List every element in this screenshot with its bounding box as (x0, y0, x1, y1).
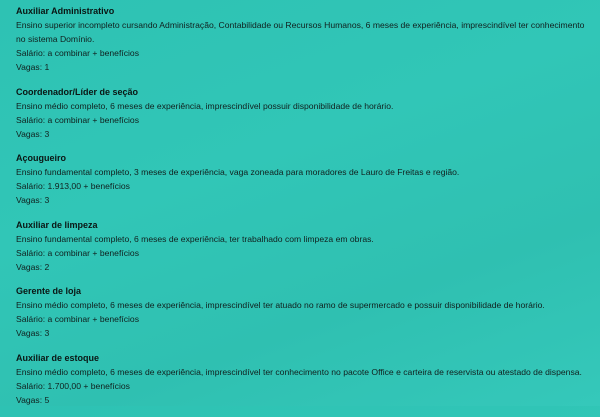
job-description: Ensino médio completo, 6 meses de experiência, imprescindível ter atuado no ramo de supermercado e possuir disponibilidade de horário. (16, 300, 545, 310)
job-vacancies: Vagas: 2 (16, 261, 50, 272)
job-description: Ensino médio completo, 6 meses de experiência, imprescindível possuir disponibilidade de horário. (16, 100, 394, 111)
job-listing-auxiliar-administrativo (16, 4, 586, 74)
job-salary: Salário: a combinar + benefícios (16, 314, 140, 324)
job-vacancies: Vagas: 1 (16, 62, 50, 72)
job-salary: Salário: a combinar + benefícios (16, 114, 140, 125)
job-listing-auxiliar-limpeza (16, 218, 586, 274)
job-listing-acougueiro (16, 151, 586, 207)
job-description: Ensino médio completo, 6 meses de experiência, imprescindível ter conhecimento no pacote Office e carteira de reservista ou atestado de dispensa. (16, 366, 582, 377)
job-title: Auxiliar de limpeza (16, 219, 98, 230)
job-vacancies: Vagas: 5 (16, 394, 50, 405)
job-listing-gerente-loja (16, 284, 586, 340)
job-description: Ensino superior incompleto cursando Administração, Contabilidade ou Recursos Humanos, 6 meses de experiência, imprescindível ter conhecimento no sistema Domínio. (16, 20, 585, 44)
job-listing-coordenador (16, 85, 586, 141)
job-salary: Salário: a combinar + benefícios (16, 247, 140, 258)
job-vacancies: Vagas: 3 (16, 328, 50, 338)
job-description: Ensino fundamental completo, 6 meses de experiência, ter trabalhado com limpeza em obras. (16, 233, 374, 244)
job-title: Gerente de loja (16, 286, 82, 296)
job-vacancies: Vagas: 3 (16, 128, 50, 139)
job-title: Auxiliar de estoque (16, 352, 100, 363)
job-salary: Salário: 1.913,00 + benefícios (16, 181, 130, 191)
job-vacancies: Vagas: 3 (16, 195, 50, 205)
job-salary: Salário: a combinar + benefícios (16, 48, 140, 58)
job-description: Ensino fundamental completo, 3 meses de experiência, vaga zoneada para moradores de Lauro de Freitas e região. (16, 167, 460, 177)
job-title: Auxiliar Administrativo (16, 6, 115, 16)
job-title: Coordenador/Líder de seção (16, 86, 139, 97)
job-title: Açougueiro (16, 153, 67, 163)
job-listings (16, 4, 586, 417)
job-salary: Salário: 1.700,00 + benefícios (16, 380, 130, 391)
job-listing-auxiliar-estoque (16, 351, 586, 407)
